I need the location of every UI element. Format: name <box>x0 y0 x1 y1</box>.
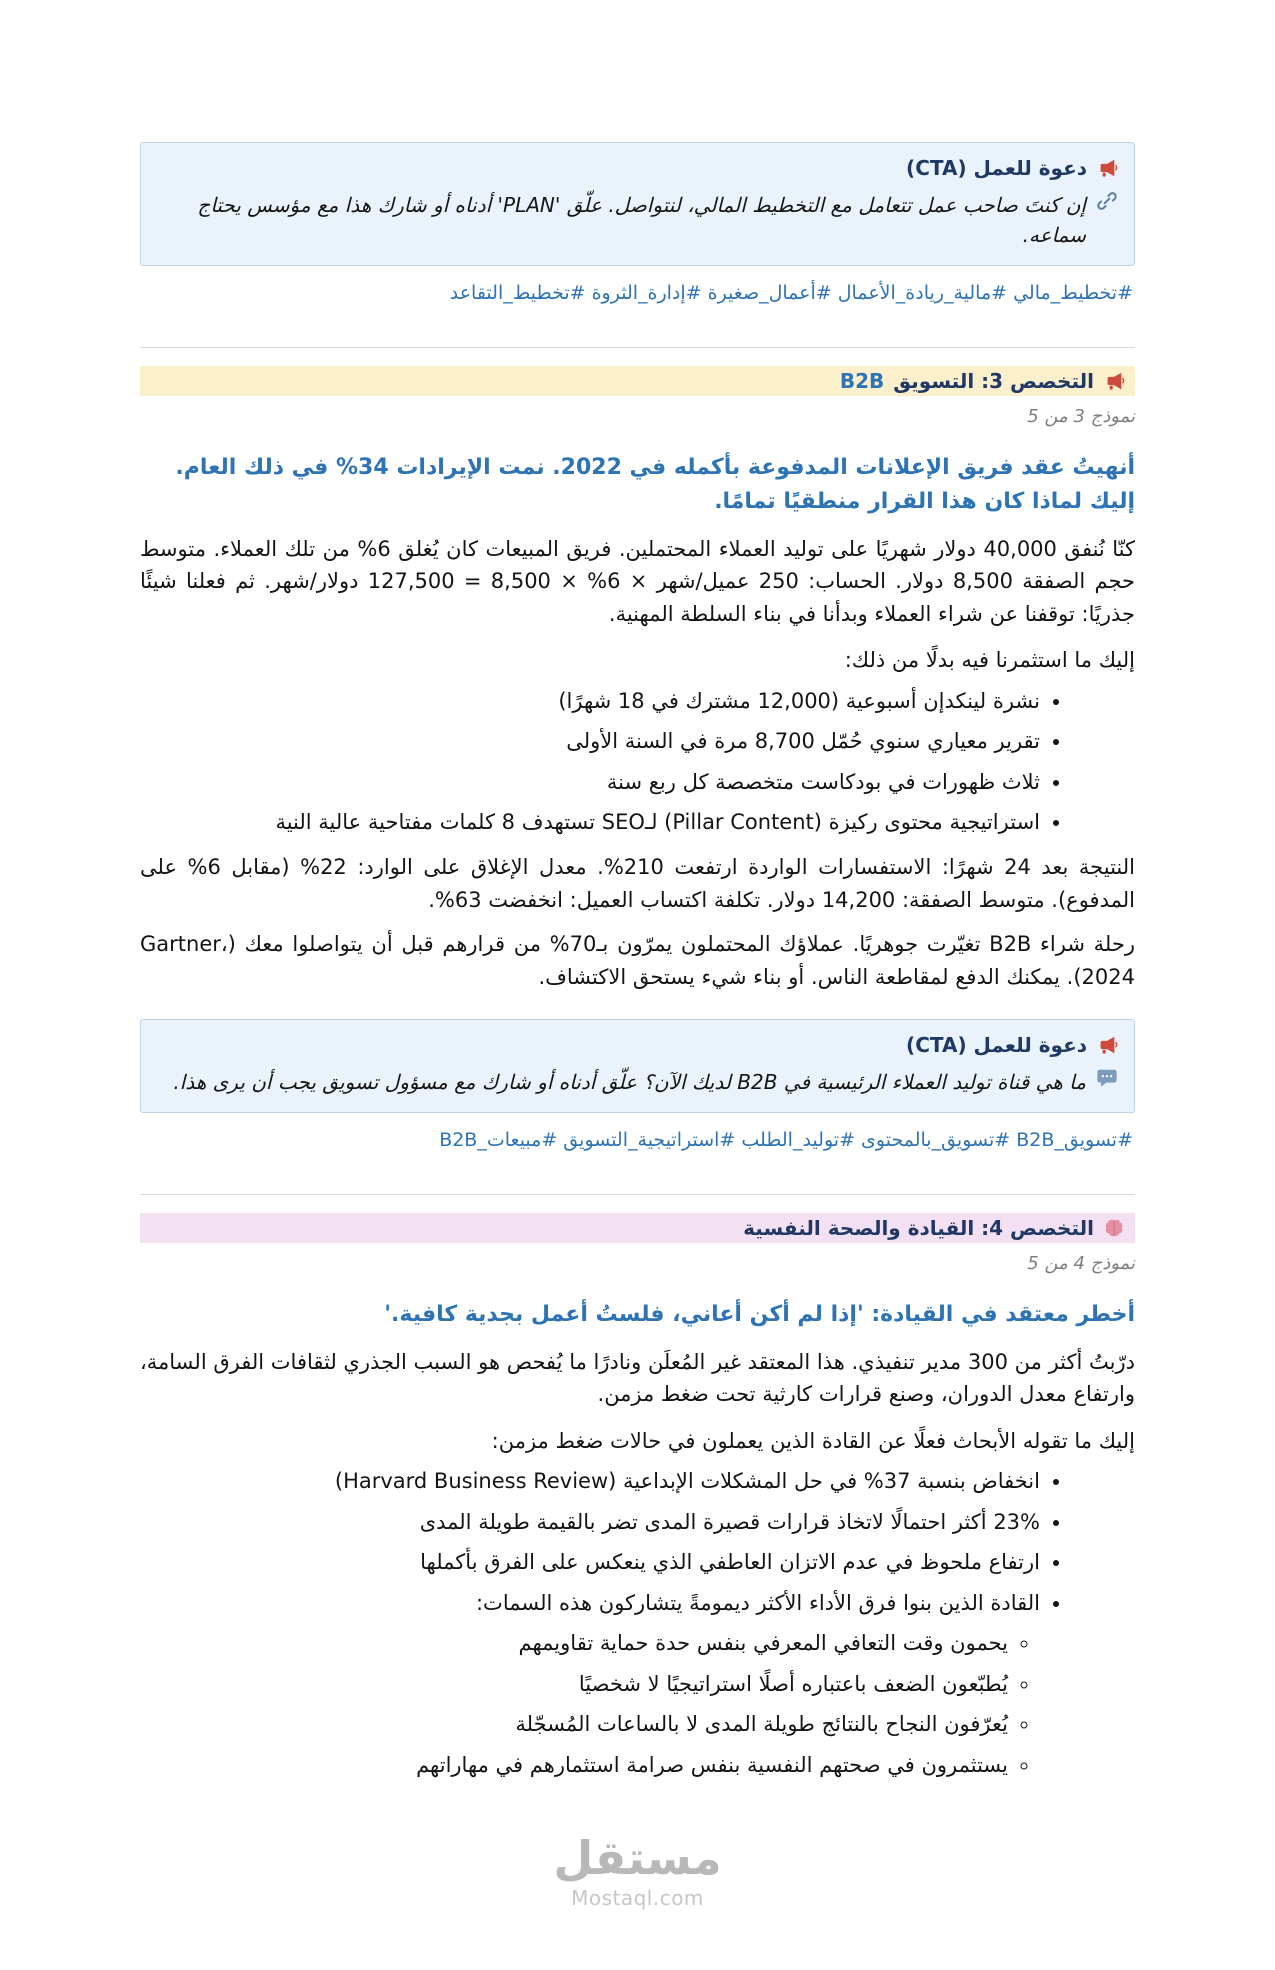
list-item: • 23% أكثر احتمالًا لاتخاذ قرارات قصيرة المدى تضر بالقيمة طويلة المدى <box>140 1507 1040 1539</box>
mostaql-site-label: Mostaql.com <box>571 1886 704 1911</box>
list-item: • ثلاث ظهورات في بودكاست متخصصة كل ربع سنة <box>140 767 1040 799</box>
list-item <box>140 1588 1040 1782</box>
post-heading-leadership: أخطر معتقد في القيادة: 'إذا لم أكن أعاني، فلستُ أعمل بجدية كافية.' <box>384 1301 1135 1327</box>
hashtags-b2b: #تسويق_B2B #تسويق_بالمحتوى #توليد_الطلب #استراتيجية_التسويق #مبيعات_B2B <box>439 1129 1133 1152</box>
section-title: التخصص 3: التسويق <box>893 368 1094 393</box>
bullet-list-b2b <box>140 686 1135 839</box>
link-icon <box>1096 190 1118 212</box>
list-item: ◦ يُطبّعون الضعف باعتباره أصلًا استراتيجيًا لا شخصيًا <box>140 1669 1008 1701</box>
cta-title: دعوة للعمل (CTA) <box>906 156 1087 180</box>
paragraph: كنّا نُنفق 40,000 دولار شهريًا على توليد العملاء المحتملين. فريق المبيعات كان يُغلق 6% من تلك العملاء. متوسط حجم الصفقة 8,500 دولار. الحساب: 250 عميل/شهر × 6% × 8,500 = 127,500 دولار/شهر. ثم فعلنا شيئًا جذريًا: توقفنا عن شراء العملاء وبدأنا في بناء السلطة المهنية. <box>140 536 1135 626</box>
sample-counter: نموذج 4 من 5 <box>1027 1252 1135 1274</box>
section-divider <box>140 347 1135 348</box>
post-heading-b2b: أنهيتُ عقد فريق الإعلانات المدفوعة بأكمله في 2022. نمت الإيرادات 34% في ذلك العام. إليك لماذا كان هذا القرار منطقيًا تمامًا. <box>175 454 1135 514</box>
megaphone-icon <box>1096 157 1118 179</box>
list-item: ◦ يحمون وقت التعافي المعرفي بنفس حدة حماية تقاويمهم <box>140 1628 1008 1660</box>
paragraph: درّبتُ أكثر من 300 مدير تنفيذي. هذا المعتقد غير المُعلَن ونادرًا ما يُفحص هو السبب الجذري لثقافات الفرق السامة، وارتفاع معدل الدوران، وصنع قرارات كارثية تحت ضغط مزمن. <box>140 1349 1135 1407</box>
speech-bubble-icon <box>1096 1067 1118 1089</box>
cta-body-row <box>157 1067 1118 1097</box>
cta-title: دعوة للعمل (CTA) <box>906 1033 1087 1058</box>
cta-box-financial <box>140 142 1135 266</box>
list-item-text: القادة الذين بنوا فرق الأداء الأكثر ديمومةً يتشاركون هذه السمات: <box>475 1590 1040 1615</box>
megaphone-icon <box>1103 370 1125 392</box>
list-item: • ارتفاع ملحوظ في عدم الاتزان العاطفي الذي ينعكس على الفرق بأكملها <box>140 1547 1040 1579</box>
brain-icon <box>1103 1217 1125 1239</box>
list-item: • نشرة لينكدإن أسبوعية (12,000 مشترك في 18 شهرًا) <box>140 686 1040 718</box>
cta-header-row <box>157 1033 1118 1057</box>
list-item: • تقرير معياري سنوي حُمّل 8,700 مرة في السنة الأولى <box>140 726 1040 758</box>
list-item: ◦ يستثمرون في صحتهم النفسية بنفس صرامة استثمارهم في مهاراتهم <box>140 1750 1008 1782</box>
section-divider <box>140 1194 1135 1195</box>
list-intro: إليك ما استثمرنا فيه بدلًا من ذلك: <box>844 648 1135 673</box>
cta-text: إن كنتَ صاحب عمل تتعامل مع التخطيط المالي، لنتواصل. علّق 'PLAN' أدناه أو شارك هذا مع مؤسس يحتاج سماعه. <box>197 193 1086 247</box>
cta-header-row <box>157 156 1118 180</box>
cta-text: ما هي قناة توليد العملاء الرئيسية في B2B لديك الآن؟ علّق أدناه أو شارك مع مسؤول تسويق يجب أن يرى هذا. <box>173 1070 1086 1095</box>
section-title-accent: B2B <box>839 368 885 393</box>
megaphone-icon <box>1096 1034 1118 1056</box>
mostaql-logo: مستقل <box>553 1831 722 1886</box>
sample-counter: نموذج 3 من 5 <box>1027 405 1135 427</box>
section-header-leadership <box>140 1213 1135 1243</box>
hashtags-financial: #تخطيط_مالي #مالية_ريادة_الأعمال #أعمال_صغيرة #إدارة_الثروة #تخطيط_التقاعد <box>449 282 1133 304</box>
list-item: • استراتيجية محتوى ركيزة (Pillar Content) لـSEO تستهدف 8 كلمات مفتاحية عالية النية <box>140 807 1040 839</box>
mostaql-watermark <box>140 1833 1135 1910</box>
sub-bullet-list <box>140 1628 1040 1781</box>
list-item: ◦ يُعرّفون النجاح بالنتائج طويلة المدى لا بالساعات المُسجّلة <box>140 1709 1008 1741</box>
section-header-b2b <box>140 366 1135 396</box>
section-title: التخصص 4: القيادة والصحة النفسية <box>743 1215 1094 1240</box>
bullet-list-leadership <box>140 1466 1135 1781</box>
paragraph: رحلة شراء B2B تغيّرت جوهريًا. عملاؤك المحتملون يمرّون بـ70% من قرارهم قبل أن يتواصلوا معك (Gartner، 2024). يمكنك الدفع لمقاطعة الناس. أو بناء شيء يستحق الاكتشاف. <box>140 932 1135 989</box>
paragraph: النتيجة بعد 24 شهرًا: الاستفسارات الواردة ارتفعت 210%. معدل الإغلاق على الوارد: 22% (مقابل 6% على المدفوع). متوسط الصفقة: 14,200 دولار. تكلفة اكتساب العميل: انخفضت 63%. <box>140 854 1135 912</box>
cta-box-b2b <box>140 1019 1135 1113</box>
list-item: • انخفاض بنسبة 37% في حل المشكلات الإبداعية (Harvard Business Review) <box>140 1466 1040 1498</box>
list-intro: إليك ما تقوله الأبحاث فعلًا عن القادة الذين يعملون في حالات ضغط مزمن: <box>491 1428 1135 1453</box>
cta-body-row <box>157 190 1118 250</box>
